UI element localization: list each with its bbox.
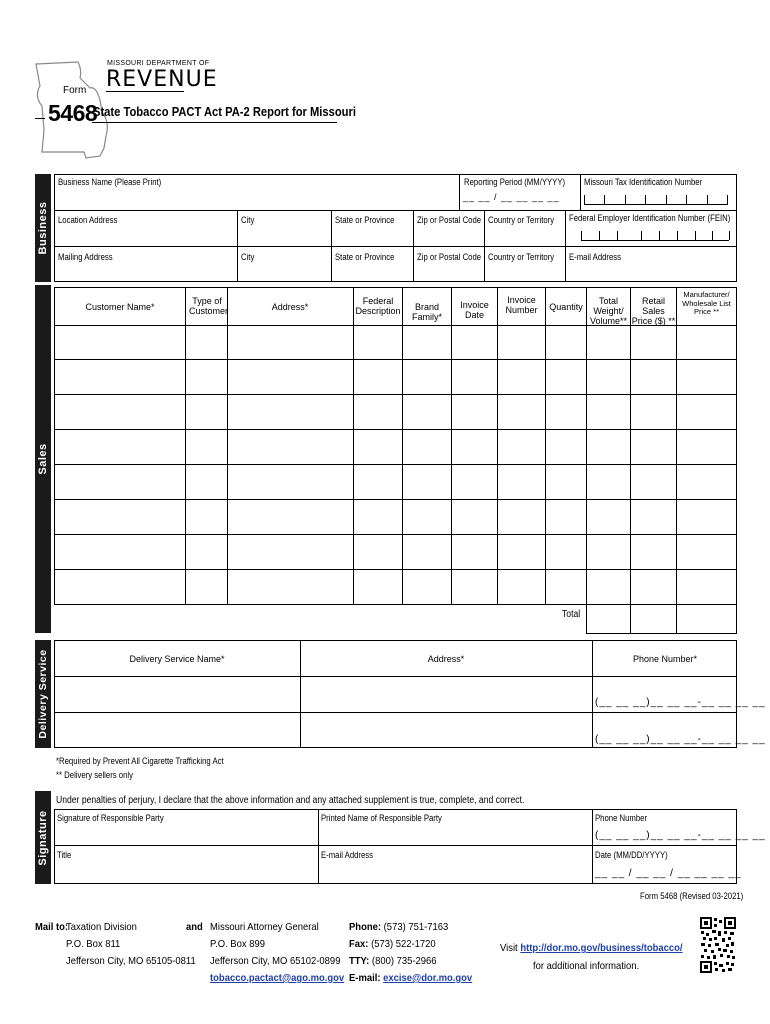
sig-email-field[interactable]: E-mail Address xyxy=(321,850,374,860)
business-section xyxy=(54,174,737,282)
note-delivery-sellers: ** Delivery sellers only xyxy=(56,770,133,780)
col-total-weight: Total Weight/ Volume** xyxy=(589,296,628,326)
location-city-field[interactable]: City xyxy=(241,215,255,225)
mailing-address-field[interactable]: Mailing Address xyxy=(58,252,113,262)
dor-tobacco-link[interactable]: http://dor.mo.gov/business/tobacco/ xyxy=(520,942,683,954)
signature-field[interactable]: Signature of Responsible Party xyxy=(57,813,164,823)
business-name-field[interactable]: Business Name (Please Print) xyxy=(58,177,162,187)
col-delivery-phone: Phone Number* xyxy=(632,654,698,664)
location-country-field[interactable]: Country or Territory xyxy=(488,215,555,225)
qr-code-icon[interactable] xyxy=(700,917,736,973)
mailing-zip-field[interactable]: Zip or Postal Code xyxy=(417,252,482,262)
reporting-period-field[interactable]: Reporting Period (MM/YYYY) xyxy=(464,177,566,187)
location-state-field[interactable]: State or Province xyxy=(335,215,395,225)
ag-email-link[interactable]: tobacco.pactact@ago.mo.gov xyxy=(210,972,345,984)
revision-label: Form 5468 (Revised 03-2021) xyxy=(640,891,744,901)
form-label: Form xyxy=(63,85,87,96)
addr1-line1: Taxation Division xyxy=(66,921,137,933)
date-fill: __ __ / __ __ / __ __ __ __ xyxy=(595,868,742,879)
col-quantity: Quantity xyxy=(549,302,583,312)
col-retail-price: Retail Sales Price ($) ** xyxy=(631,296,676,326)
addr1-line3: Jefferson City, MO 65105-0811 xyxy=(66,955,196,967)
excise-email-link[interactable]: excise@dor.mo.gov xyxy=(383,972,473,984)
col-brand-family: Brand Family* xyxy=(411,302,442,322)
perjury-declaration: Under penalties of perjury, I declare that the above information and any attached supplement is true, complete, and correct. xyxy=(56,795,525,806)
mailing-city-field[interactable]: City xyxy=(241,252,255,262)
sig-phone-field[interactable]: Phone Number xyxy=(595,813,648,823)
section-tab-delivery: Delivery Service xyxy=(35,640,51,748)
mo-tax-id-field[interactable]: Missouri Tax Identification Number xyxy=(584,177,703,187)
section-tab-signature: Signature xyxy=(35,791,51,884)
col-address: Address* xyxy=(271,302,309,312)
fax-line: Fax: (573) 522-1720 xyxy=(349,938,436,950)
col-federal-description: Federal Description xyxy=(355,296,401,316)
col-type-of-customer: Type of Customer xyxy=(189,296,229,316)
and-label: and xyxy=(186,921,203,933)
tty-line: TTY: (800) 735-2966 xyxy=(349,955,437,967)
printed-name-field[interactable]: Printed Name of Responsible Party xyxy=(321,813,442,823)
date-field[interactable]: Date (MM/DD/YYYY) xyxy=(595,850,668,860)
delivery-phone-2[interactable]: (__ __ __)__ __ __-__ __ __ __ xyxy=(595,734,766,745)
additional-info: for additional information. xyxy=(533,960,640,972)
sales-table xyxy=(54,287,737,605)
email-line: E-mail: excise@dor.mo.gov xyxy=(349,972,473,984)
dept-name-logo: REVENUE xyxy=(106,67,218,92)
addr1-line2: P.O. Box 811 xyxy=(66,938,121,950)
dept-line: MISSOURI DEPARTMENT OF xyxy=(107,60,210,67)
col-invoice-date: Invoice Date xyxy=(460,300,489,320)
location-zip-field[interactable]: Zip or Postal Code xyxy=(417,215,482,225)
delivery-phone-1[interactable]: (__ __ __)__ __ __-__ __ __ __ xyxy=(595,697,766,708)
section-tab-business: Business xyxy=(35,174,51,282)
col-delivery-address: Address* xyxy=(427,654,465,664)
addr2-line2: P.O. Box 899 xyxy=(210,938,265,950)
location-address-field[interactable]: Location Address xyxy=(58,215,118,225)
title-field[interactable]: Title xyxy=(57,850,72,860)
mail-to-label: Mail to: xyxy=(35,921,69,933)
reporting-period-fill: __ __ / __ __ __ __ xyxy=(463,192,560,202)
addr2-line1: Missouri Attorney General xyxy=(210,921,319,933)
title-rule xyxy=(92,122,337,123)
col-customer-name: Customer Name* xyxy=(85,302,155,312)
total-label: Total xyxy=(562,609,581,620)
col-delivery-service-name: Delivery Service Name* xyxy=(129,654,225,664)
mailing-state-field[interactable]: State or Province xyxy=(335,252,395,262)
note-required: *Required by Prevent All Cigarette Trafficking Act xyxy=(56,756,224,766)
visit-line: Visit http://dor.mo.gov/business/tobacco/ xyxy=(500,942,683,954)
page-title: State Tobacco PACT Act PA-2 Report for Missouri xyxy=(93,104,356,119)
email-address-field[interactable]: E-mail Address xyxy=(569,252,622,262)
section-tab-sales: Sales xyxy=(35,285,51,633)
fein-field[interactable]: Federal Employer Identification Number (FEIN) xyxy=(569,213,731,223)
dept-logo-underline xyxy=(106,91,184,92)
col-list-price: Manufacturer/ Wholesale List Price ** xyxy=(682,290,731,316)
phone-line: Phone: (573) 751-7163 xyxy=(349,921,449,933)
form-number-rule xyxy=(35,118,45,119)
form-number: 5468 xyxy=(48,100,98,126)
sig-phone-fill: (__ __ __)__ __ __-__ __ __ __ xyxy=(595,830,766,841)
addr2-line3: Jefferson City, MO 65102-0899 xyxy=(210,955,341,967)
mailing-country-field[interactable]: Country or Territory xyxy=(488,252,555,262)
col-invoice-number: Invoice Number xyxy=(505,295,538,315)
